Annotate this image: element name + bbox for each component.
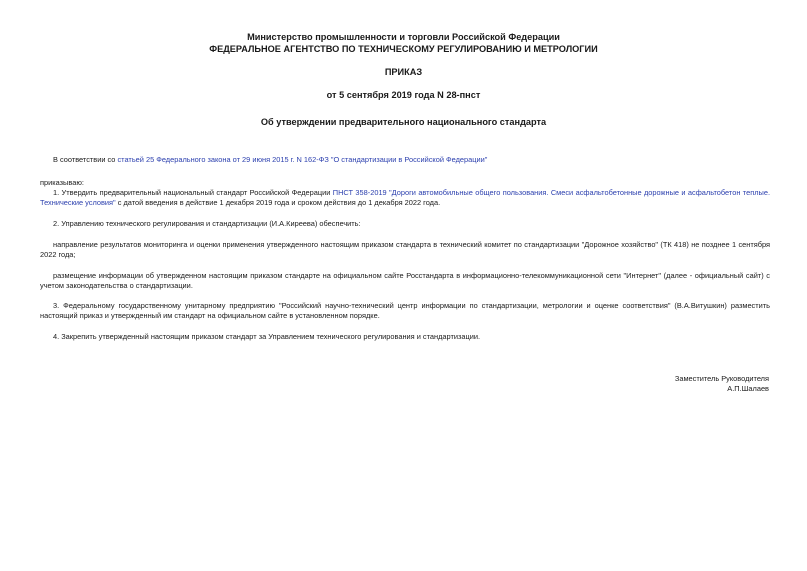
item-2-paragraph: 2. Управлению технического регулирования и стандартизации (И.А.Киреева) обеспечить: (53, 219, 361, 228)
item-2-sub-1-paragraph: направление результатов мониторинга и оценки применения утвержденного настоящим приказом стандарта в технический комитет по стандартизации "Дорожное хозяйство" (ТК 418) не позднее 1 сентября 2022 года; (40, 240, 770, 259)
item-1-text: 1. Утвердить предварительный национальный стандарт Российской Федерации (53, 188, 333, 197)
document-type: ПРИКАЗ (384, 67, 423, 77)
item-4-paragraph: 4. Закрепить утвержденный настоящим приказом стандарт за Управлением технического регулирования и стандартизации. (53, 332, 481, 341)
order-word: приказываю: (40, 178, 84, 187)
item-3-paragraph: 3. Федеральному государственному унитарному предприятию "Российский научно-технический центр информации по стандартизации, метрологии и оценке соответствия" (В.А.Витушкин) разместить настоящий приказ и утвержденный им стандарт на официальном сайте в установленном порядке. (40, 301, 770, 320)
agency-name: ФЕДЕРАЛЬНОЕ АГЕНТСТВО ПО ТЕХНИЧЕСКОМУ РЕГУЛИРОВАНИЮ И МЕТРОЛОГИИ (209, 44, 598, 54)
item-1-paragraph (40, 188, 770, 208)
preamble-text: В соответствии со (53, 155, 118, 164)
item-2-sub-2-paragraph: размещение информации об утвержденном настоящим приказом стандарте на официальном сайте Росстандарта в информационно-телекоммуникационной сети "Интернет" (далее - официальный сайт) с учетом законодательства о стандартизации. (40, 271, 770, 290)
ministry-name: Министерство промышленности и торговли Российской Федерации (247, 32, 560, 42)
document-date-number: от 5 сентября 2019 года N 28-пнст (326, 90, 481, 100)
item-1-text-end: с датой введения в действие 1 декабря 2019 года и сроком действия до 1 декабря 2022 года. (115, 198, 441, 207)
law-link[interactable]: статьей 25 Федерального закона от 29 июня 2015 г. N 162-ФЗ "О стандартизации в Российской Федерации" (117, 155, 488, 164)
standard-link[interactable]: ПНСТ 358-2019 "Дороги автомобильные общего пользования. Смеси асфальтобетонные дорожные и асфальтобетон теплые. Технические условия" (40, 188, 770, 207)
signature-position: Заместитель Руководителя (674, 374, 769, 383)
preamble-paragraph (40, 155, 770, 165)
signature-name: А.П.Шалаев (727, 384, 769, 393)
document-title: Об утверждении предварительного национального стандарта (260, 117, 547, 127)
